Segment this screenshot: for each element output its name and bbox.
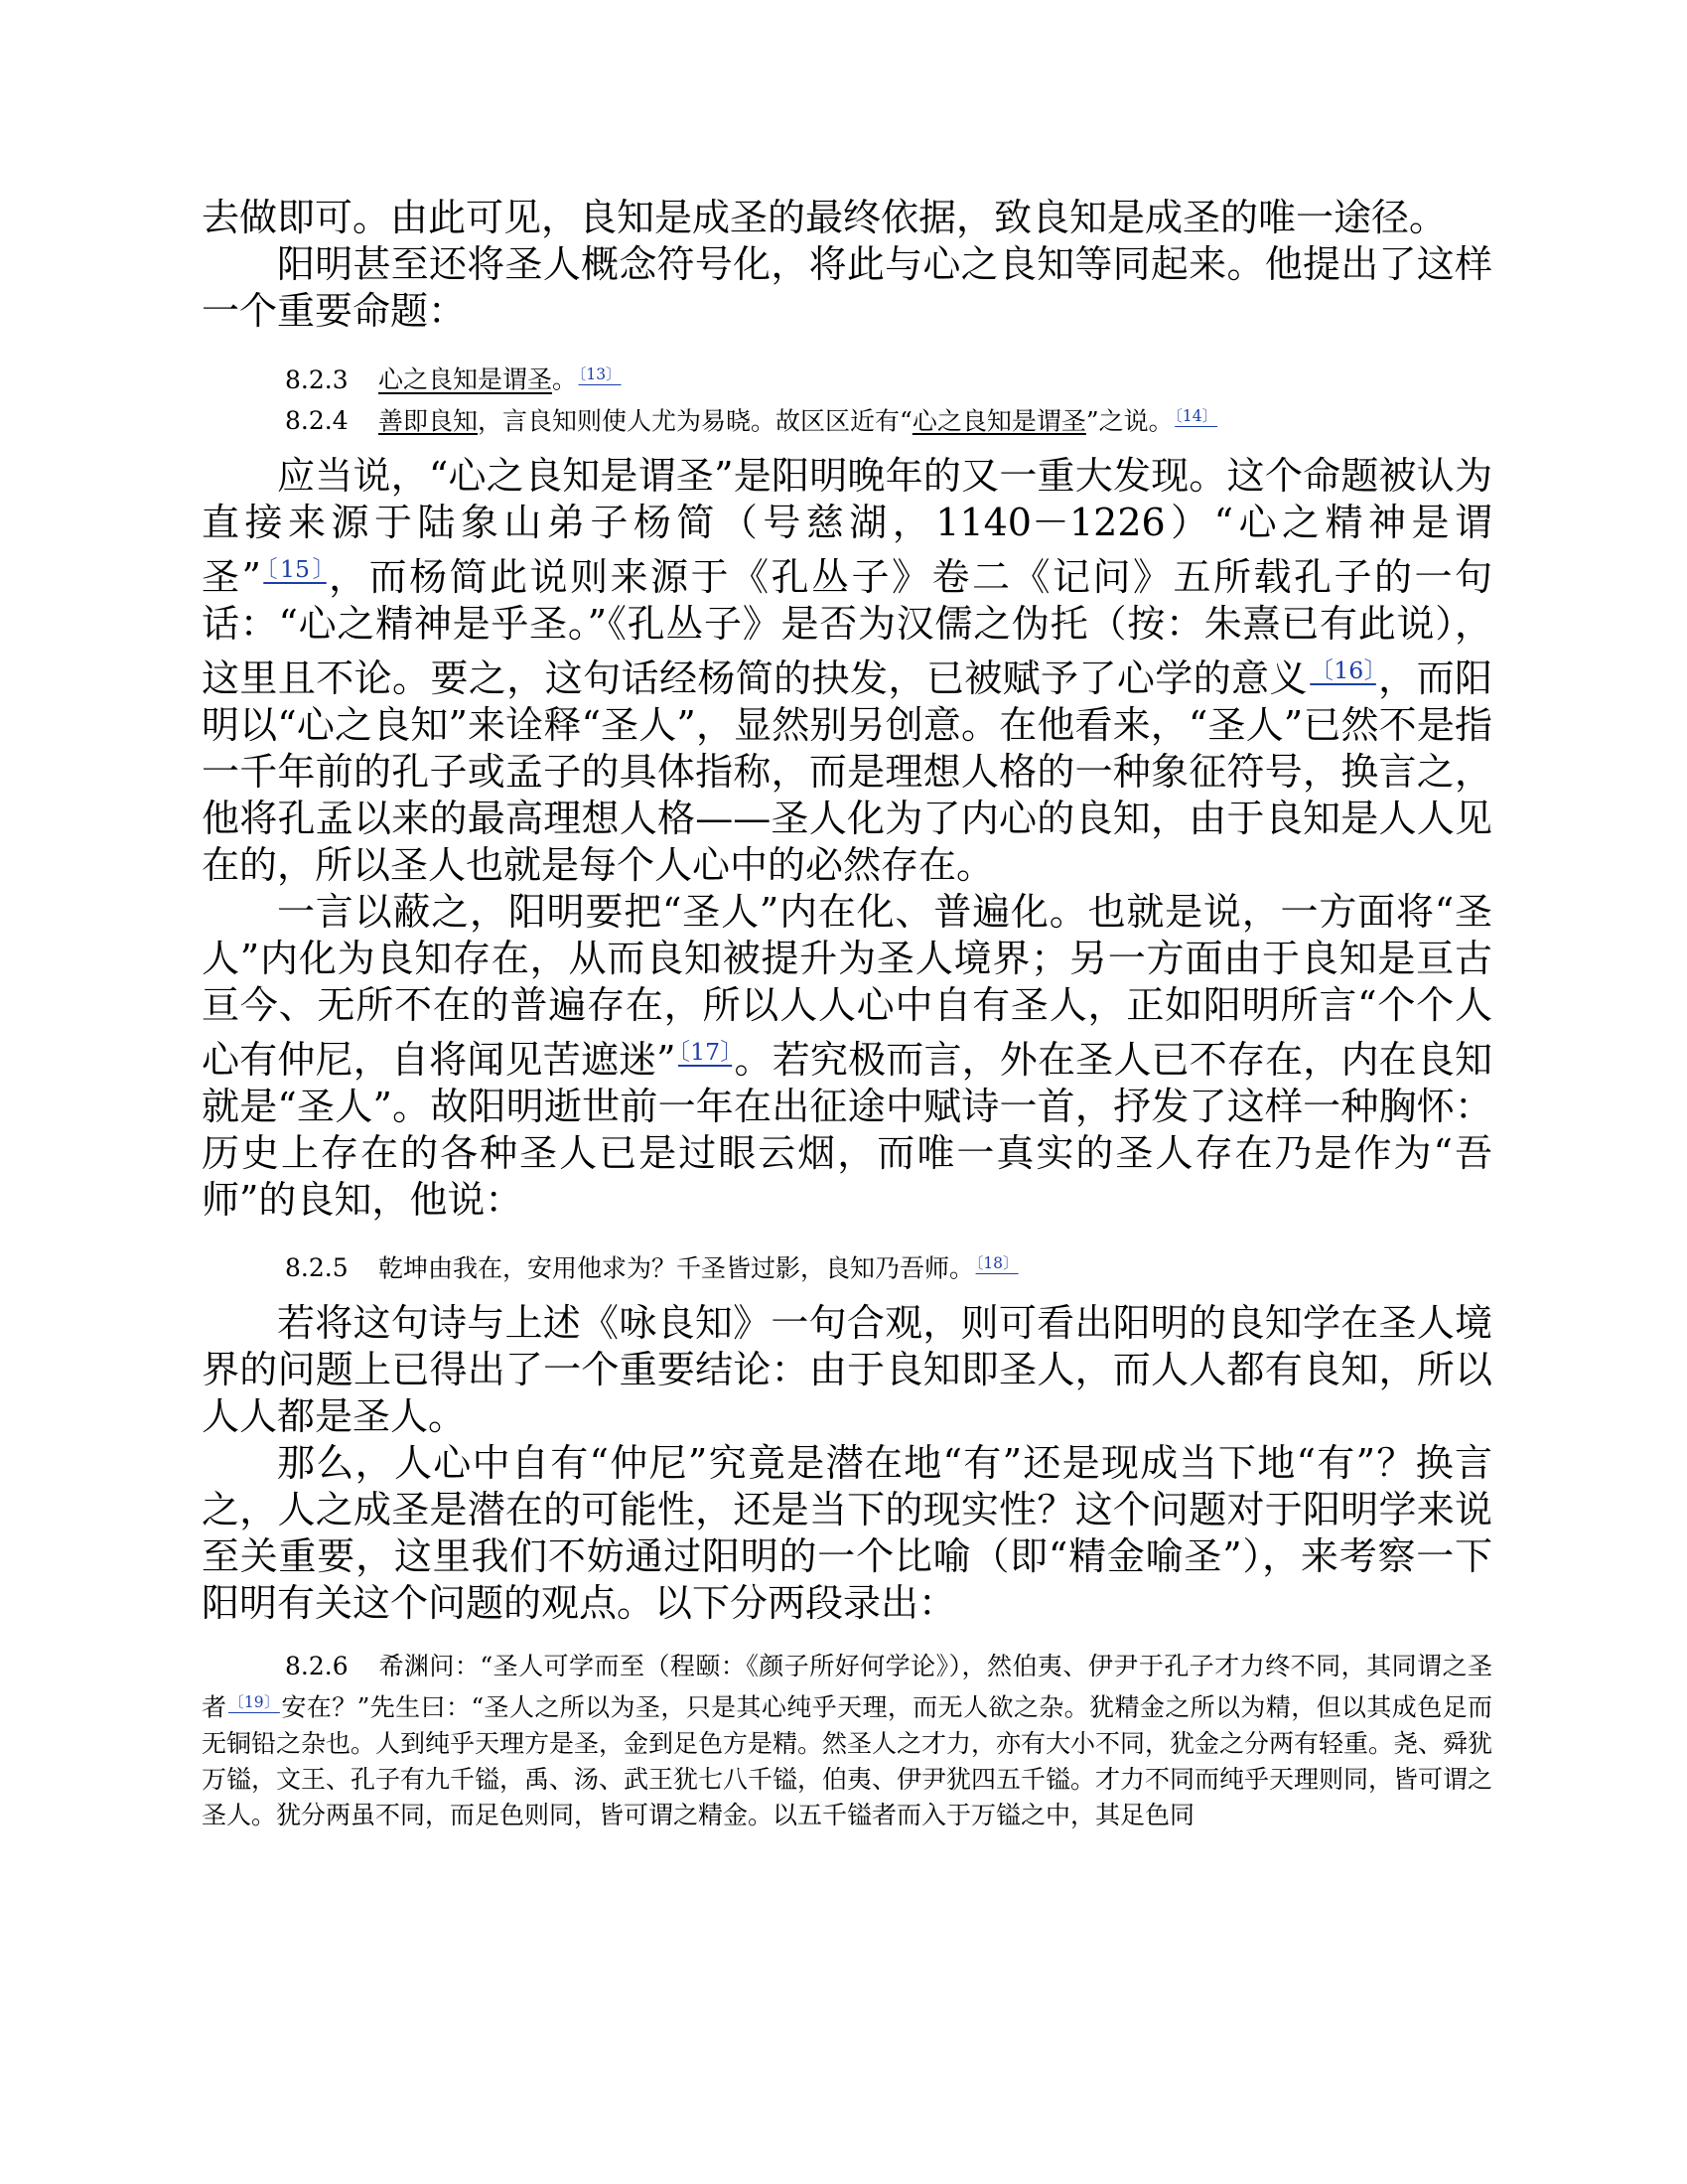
paragraph-text: ，而杨简此说则来源于《孔丛子》卷二《记问》五所载孔子的一句话：“心之精神是乎圣。”《孔丛子》是否为汉儒之伪托（按：朱熹已有此说），这里且不论。要之，这句话经杨简的抉发，已被赋予了心学的意义 [202,554,1492,700]
quote-underlined-text: 心之良知是谓圣 [912,406,1086,436]
document-page [202,195,1492,1833]
footnote-link-17[interactable]: 〔17〕 [677,1037,733,1066]
paragraph-text: 一言以蔽之，阳明要把“圣人”内在化、普遍化。也就是说，一方面将“圣人”内化为良知存在，从而良知被提升为圣人境界；另一方面由于良知是亘古亘今、无所不在的普遍存在，所以人人心中自有圣人，正如阳明所言“个个人心有仲尼，自将闻见苦遮迷” [202,889,1492,1082]
quote-underlined-text: 善即良知 [378,406,479,436]
quote-underlined-text: 心之良知是谓圣 [378,364,553,394]
quote-8-2-6 [202,1649,1492,1833]
quote-text: 希渊问：“圣人可学而至（程颐：《颜子所好何学论》），然伯夷、伊尹于孔子才力终不同，其同谓之圣者 [202,1652,1492,1722]
quote-number: 8.2.3 [285,364,349,394]
paragraph-text: 。若究极而言，外在圣人已不存在，内在良知就是“圣人”。故阳明逝世前一年在出征途中赋诗一首，抒发了这样一种胸怀：历史上存在的各种圣人已是过眼云烟，而唯一真实的圣人存在乃是作为“吾师”的良知，他说： [202,1037,1492,1222]
quote-text: 乾坤由我在，安用他求为？千圣皆过影，良知乃吾师。 [378,1253,975,1283]
quote-8-2-4 [202,398,1492,440]
paragraph-text: 应当说，“心之良知是谓圣”是阳明晚年的又一重大发现。这个命题被认为直接来源于陆象山弟子杨简（号慈湖，1140－1226）“心之精神是谓圣” [202,454,1492,599]
footnote-link-19[interactable]: 〔19〕 [227,1693,280,1712]
footnote-link-14[interactable]: 〔14〕 [1175,406,1218,425]
paragraph-2-text: 阳明甚至还将圣人概念符号化，将此与心之良知等同起来。他提出了这样一个重要命题： [202,242,1492,333]
quote-number: 8.2.5 [285,1253,349,1283]
footnote-link-15[interactable]: 〔15〕 [263,555,327,584]
footnote-link-16[interactable]: 〔16〕 [1310,655,1376,684]
paragraph-5 [202,1300,1492,1440]
paragraph-text: ，而阳明以“心之良知”来诠释“圣人”，显然别另创意。在他看来，“圣人”已然不是指一千年前的孔子或孟子的具体指称，而是理想人格的一种象征符号，换言之，他将孔孟以来的最高理想人格——圣人化为了内心的良知，由于良知是人人见在的，所以圣人也就是每个人心中的必然存在。 [202,655,1492,887]
quote-8-2-5 [202,1245,1492,1287]
paragraph-4 [202,889,1492,1224]
quote-text: ，言良知则使人尤为易晓。故区区近有“ [478,406,913,436]
paragraph-text: 那么，人心中自有“仲尼”究竟是潜在地“有”还是现成当下地“有”？换言之，人之成圣是潜在的可能性，还是当下的现实性？这个问题对于阳明学来说至关重要，这里我们不妨通过阳明的一个比喻（即“精金喻圣”），来考察一下阳明有关这个问题的观点。以下分两段录出： [202,1441,1492,1626]
paragraph-1 [202,195,1492,241]
quote-8-2-3 [202,357,1492,398]
quote-text: 。 [552,364,578,394]
footnote-link-13[interactable]: 〔13〕 [578,365,622,383]
quote-number: 8.2.4 [285,406,349,436]
paragraph-text: 若将这句诗与上述《咏良知》一句合观，则可看出阳明的良知学在圣人境界的问题上已得出了一个重要结论：由于良知即圣人，而人人都有良知，所以人人都是圣人。 [202,1301,1492,1439]
paragraph-2 [202,241,1492,335]
paragraph-6 [202,1440,1492,1627]
footnote-link-18[interactable]: 〔18〕 [975,1253,1019,1272]
quote-text: 安在？”先生曰：“圣人之所以为圣，只是其心纯乎天理，而无人欲之杂。犹精金之所以为精，但以其成色足而无铜铅之杂也。人到纯乎天理方是圣，金到足色方是精。然圣人之才力，亦有大小不同，犹金之分两有轻重。尧、舜犹万镒，文王、孔子有九千镒，禹、汤、武王犹七八千镒，伯夷、伊尹犹四五千镒。才力不同而纯乎天理则同，皆可谓之圣人。犹分两虽不同，而足色则同，皆可谓之精金。以五千镒者而入于万镒之中，其足色同 [202,1692,1493,1829]
paragraph-3 [202,453,1492,889]
quote-number: 8.2.6 [285,1652,349,1681]
paragraph-1-text: 去做即可。由此可见，良知是成圣的最终依据，致良知是成圣的唯一途径。 [202,196,1448,239]
quote-text: ”之说。 [1085,406,1174,436]
